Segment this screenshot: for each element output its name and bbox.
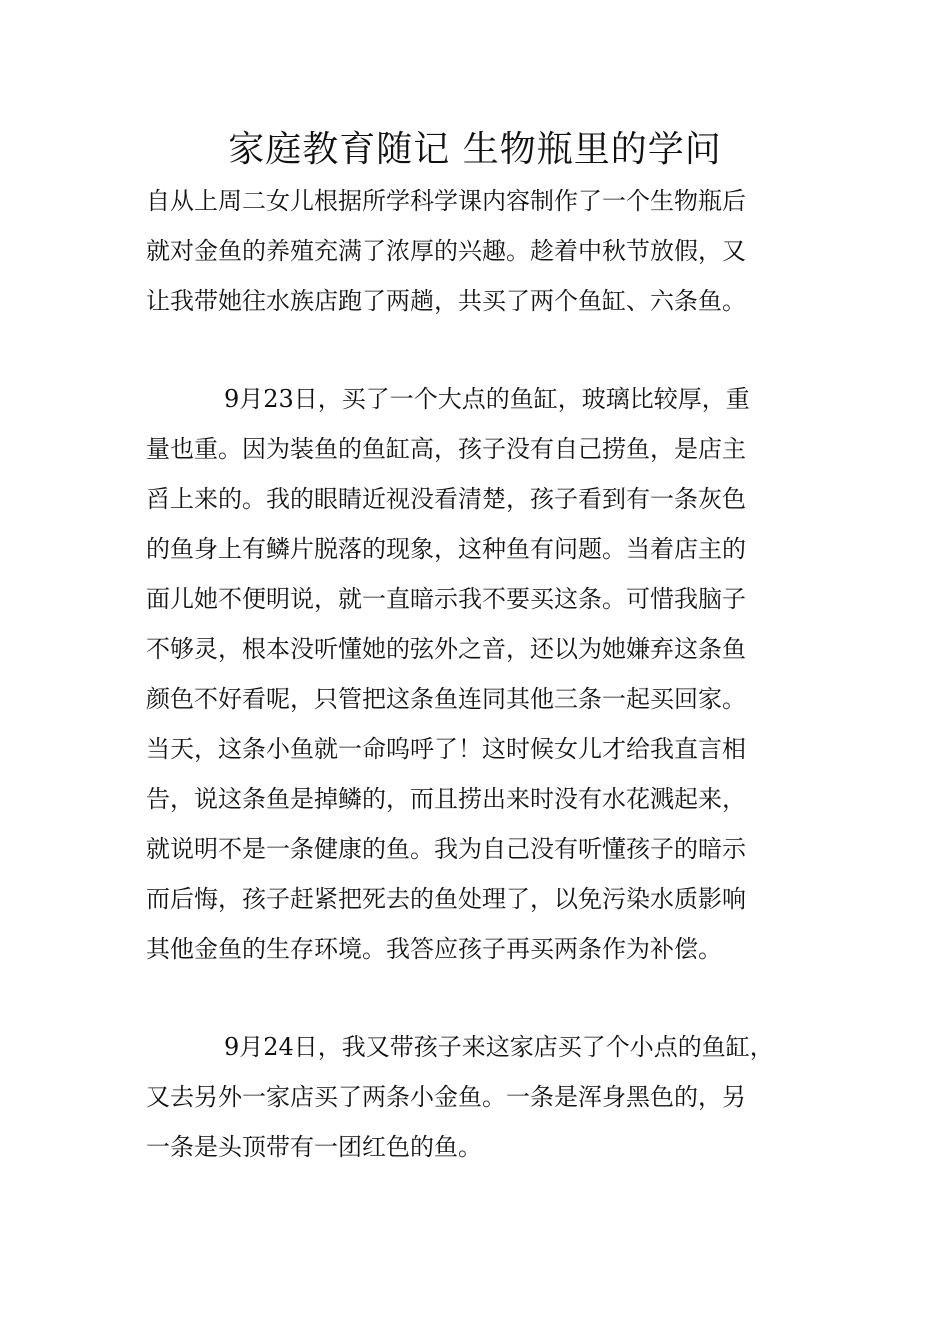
paragraph-2 [146, 374, 836, 974]
paragraph-line: 的鱼身上有鳞片脱落的现象，这种鱼有问题。当着店主的 [146, 535, 746, 563]
document-title: 家庭教育随记 生物瓶里的学问 [228, 129, 722, 170]
paragraph-line: 其他金鱼的生存环境。我答应孩子再买两条作为补偿。 [146, 935, 722, 963]
paragraph-line: 告，说这条鱼是掉鳞的，而且捞出来时没有水花溅起来， [146, 785, 746, 813]
paragraph-line: 就对金鱼的养殖充满了浓厚的兴趣。趁着中秋节放假，又 [146, 237, 746, 265]
paragraph-line: 舀上来的。我的眼睛近视没看清楚，孩子看到有一条灰色 [146, 485, 746, 513]
paragraph-line: 当天，这条小鱼就一命呜呼了！这时候女儿才给我直言相 [146, 735, 746, 763]
paragraph-line: 颜色不好看呢，只管把这条鱼连同其他三条一起买回家。 [146, 685, 746, 713]
paragraph-line: 让我带她往水族店跑了两趟，共买了两个鱼缸、六条鱼。 [146, 287, 746, 315]
paragraph-line: 面儿她不便明说，就一直暗示我不要买这条。可惜我脑子 [146, 585, 746, 613]
paragraph-line: 一条是头顶带有一团红色的鱼。 [146, 1133, 482, 1161]
paragraph-line: 又去另外一家店买了两条小金鱼。一条是浑身黑色的，另 [146, 1083, 746, 1111]
paragraph-3 [146, 1022, 836, 1172]
paragraph-line: 9月24日，我又带孩子来这家店买了个小点的鱼缸， [224, 1033, 774, 1061]
paragraph-line: 不够灵，根本没听懂她的弦外之音，还以为她嫌弃这条鱼 [146, 635, 746, 663]
paragraph-line: 就说明不是一条健康的鱼。我为自己没有听懂孩子的暗示 [146, 835, 746, 863]
paragraph-line: 量也重。因为装鱼的鱼缸高，孩子没有自己捞鱼，是店主 [146, 435, 746, 463]
paragraph-line: 自从上周二女儿根据所学科学课内容制作了一个生物瓶后 [146, 187, 746, 215]
paragraph-line: 而后悔，孩子赶紧把死去的鱼处理了，以免污染水质影响 [146, 885, 746, 913]
paragraph-1 [146, 176, 836, 326]
paragraph-line: 9月23日，买了一个大点的鱼缸，玻璃比较厚，重 [224, 385, 750, 413]
